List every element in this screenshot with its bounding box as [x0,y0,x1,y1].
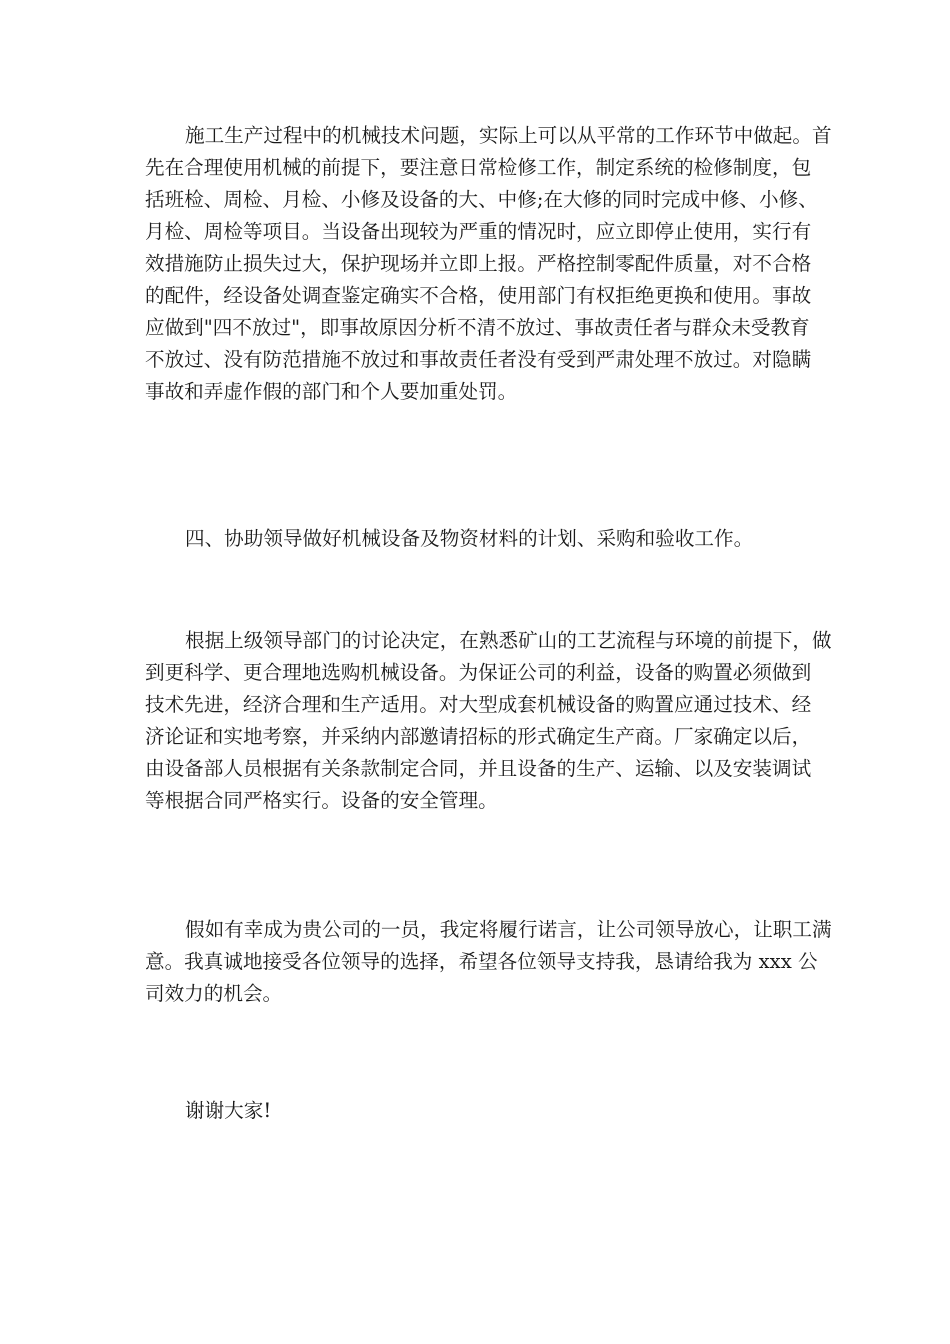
paragraph-1-line-9: 事故和弄虚作假的部门和个人要加重处罚。 [145,380,518,403]
paragraph-1-line-8: 不放过、没有防范措施不放过和事故责任者没有受到严肃处理不放过。对隐瞒 [145,348,812,371]
paragraph-3-line-4: 济论证和实地考察，并采纳内部邀请招标的形式确定生产商。厂家确定以后， [145,725,812,748]
paragraph-1 [145,120,832,408]
paragraph-3-line-5: 由设备部人员根据有关条款制定合同，并且设备的生产、运输、以及安装调试 [145,757,812,780]
paragraph-4-line-1: 假如有幸成为贵公司的一员，我定将履行诺言，让公司领导放心，让职工满 [185,918,832,941]
closing-thanks [145,1095,805,1127]
paragraph-4-line-2: 意。我真诚地接受各位领导的选择，希望各位领导支持我，恳请给我为 xxx 公 [145,950,818,973]
paragraph-1-line-6: 的配件，经设备处调查鉴定确实不合格，使用部门有权拒绝更换和使用。事故 [145,284,812,307]
paragraph-3 [145,625,832,817]
paragraph-1-line-4: 月检、周检等项目。当设备出现较为严重的情况时，应立即停止使用，实行有 [145,220,812,243]
paragraph-3-line-1: 根据上级领导部门的讨论决定，在熟悉矿山的工艺流程与环境的前提下，做 [185,629,832,652]
paragraph-4-line-3: 司效力的机会。 [145,982,283,1005]
paragraph-4 [145,914,832,1010]
closing-thanks-line: 谢谢大家! [185,1099,272,1122]
paragraph-1-line-7: 应做到"四不放过"，即事故原因分析不清不放过、事故责任者与群众未受教育 [145,316,810,339]
paragraph-3-line-2: 到更科学、更合理地选购机械设备。为保证公司的利益，设备的购置必须做到 [145,661,812,684]
section-heading-4 [145,523,805,555]
paragraph-1-line-3: 括班检、周检、月检、小修及设备的大、中修;在大修的同时完成中修、小修、 [145,188,818,211]
paragraph-1-line-5: 效措施防止损失过大，保护现场并立即上报。严格控制零配件质量，对不合格 [145,252,812,275]
paragraph-3-line-6: 等根据合同严格实行。设备的安全管理。 [145,789,498,812]
paragraph-1-line-1: 施工生产过程中的机械技术问题，实际上可以从平常的工作环节中做起。首 [185,124,832,147]
paragraph-3-line-3: 技术先进，经济合理和生产适用。对大型成套机械设备的购置应通过技术、经 [145,693,812,716]
paragraph-1-line-2: 先在合理使用机械的前提下，要注意日常检修工作，制定系统的检修制度，包 [145,156,812,179]
section-heading-line: 四、协助领导做好机械设备及物资材料的计划、采购和验收工作。 [185,527,754,550]
